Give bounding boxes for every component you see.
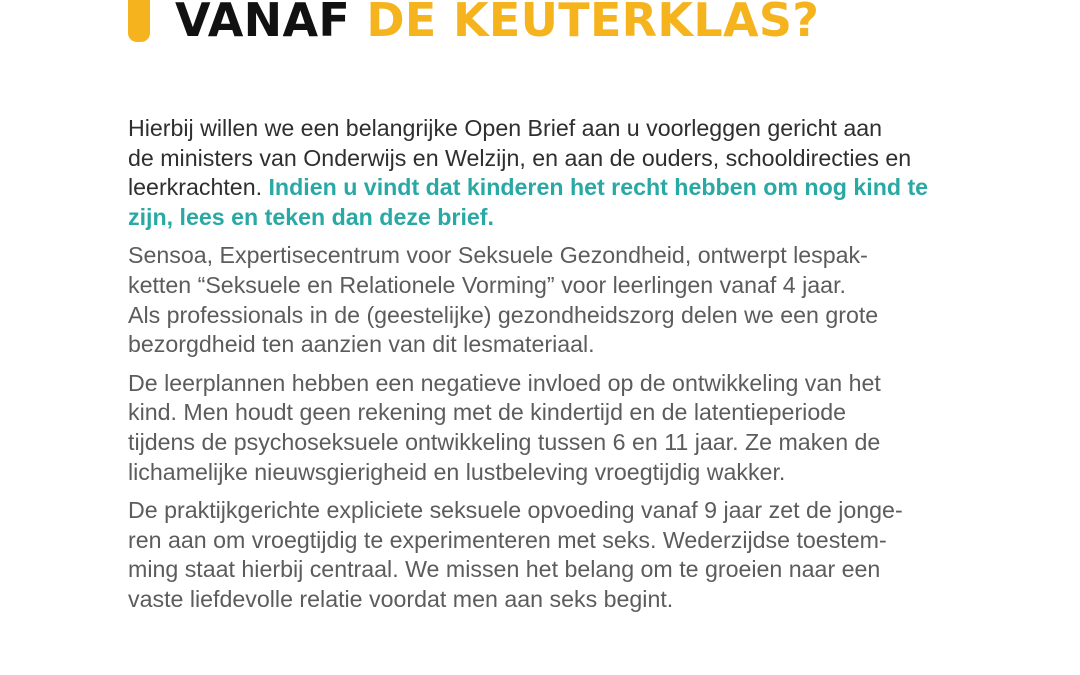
text-line: ming staat hierbij centraal. We missen het belang om te groeien naar een — [128, 556, 881, 583]
text-line: Hierbij willen we een belangrijke Open Brief aan u voorleggen gericht aan — [128, 115, 883, 141]
title-part-vanaf: VANAF — [175, 0, 367, 47]
text-line: bezorgdheid ten aanzien van dit lesmateriaal. — [128, 331, 595, 358]
highlight-text: zijn, lees en teken dan deze brief. — [128, 203, 494, 230]
text-line: de ministers van Onderwijs en Welzijn, en aan de ouders, schooldirecties en — [128, 144, 912, 171]
letter-body — [128, 114, 1048, 624]
highlight-text: Indien u vindt dat kinderen het recht hebben om nog kind te — [268, 174, 929, 201]
accent-bar — [128, 0, 150, 42]
text-line: ren aan om vroegtijdig te experimenteren met seks. Wederzijdse toestem- — [128, 526, 887, 553]
paragraph-praktijk — [128, 496, 1048, 614]
text-line: lichamelijke nieuwsgierigheid en lustbeleving vroegtijdig wakker. — [128, 458, 786, 485]
text-line: Sensoa, Expertisecentrum voor Seksuele Gezondheid, ontwerpt lespak- — [128, 242, 868, 269]
text-line: kind. Men houdt geen rekening met de kindertijd en de latentieperiode — [128, 399, 847, 426]
intro-paragraph — [128, 114, 1048, 232]
text-line: vaste liefdevolle relatie voordat men aan seks begint. — [128, 585, 674, 612]
text-fragment: leerkrachten. — [128, 174, 269, 201]
text-line: Als professionals in de (geestelijke) gezondheidszorg delen we een grote — [128, 301, 879, 328]
text-line — [128, 173, 1048, 203]
text-line: De praktijkgerichte expliciete seksuele opvoeding vanaf 9 jaar zet de jonge- — [128, 497, 903, 524]
page-title — [175, 0, 819, 46]
paragraph-leerplannen — [128, 369, 1048, 487]
title-part-keuterklas: DE KEUTERKLAS? — [366, 0, 820, 47]
text-line: tijdens de psychoseksuele ontwikkeling tussen 6 en 11 jaar. Ze maken de — [128, 428, 881, 455]
text-line: De leerplannen hebben een negatieve invloed op de ontwikkeling van het — [128, 369, 881, 396]
paragraph-sensoa — [128, 241, 1048, 359]
text-line: ketten “Seksuele en Relationele Vorming” voor leerlingen vanaf 4 jaar. — [128, 271, 846, 298]
